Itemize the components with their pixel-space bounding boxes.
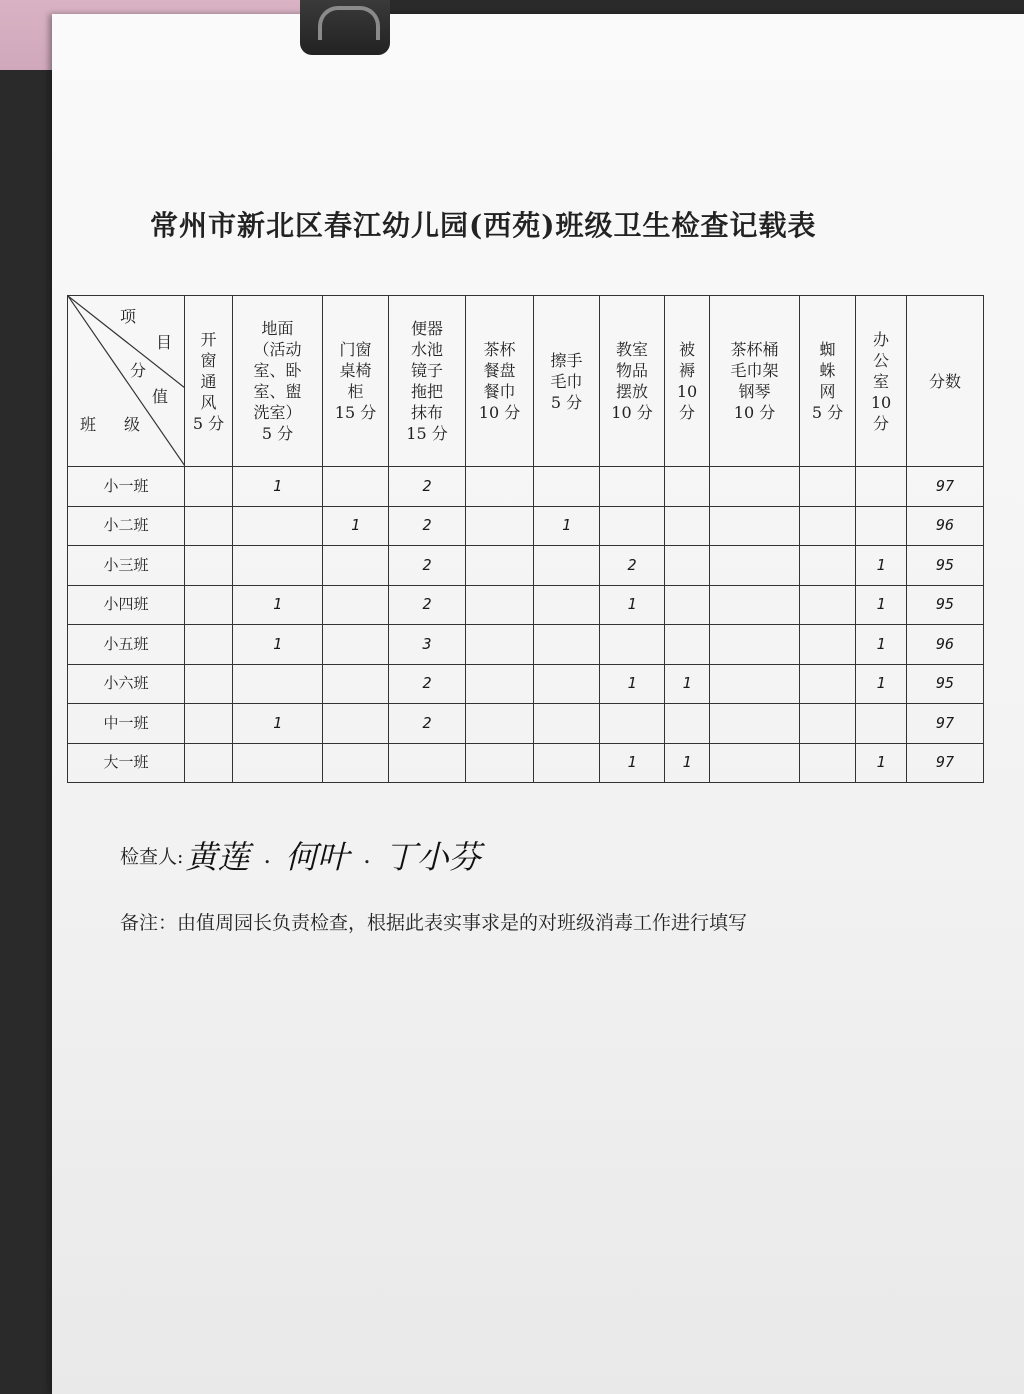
- deduction-cell: [185, 467, 233, 507]
- document-title: 常州市新北区春江幼儿园(西苑)班级卫生检查记载表: [150, 209, 817, 242]
- deduction-cell: 1: [856, 585, 907, 625]
- corner-header-cell: [68, 296, 185, 467]
- score-cell: 97: [907, 467, 984, 507]
- column-header-5: 茶杯 餐盘 餐巾 10 分: [466, 296, 534, 467]
- deduction-cell: 1: [665, 743, 710, 783]
- deduction-cell: [323, 743, 389, 783]
- deduction-cell: [466, 585, 534, 625]
- deduction-cell: [600, 467, 665, 507]
- deduction-cell: [185, 704, 233, 744]
- deduction-cell: [466, 467, 534, 507]
- table-row: [68, 664, 984, 704]
- signature-separator: .: [263, 841, 272, 869]
- table-header-row: [68, 296, 984, 467]
- deduction-cell: 1: [233, 704, 323, 744]
- deduction-cell: [665, 467, 710, 507]
- deduction-cell: [800, 546, 856, 586]
- deduction-cell: [800, 664, 856, 704]
- deduction-cell: [710, 704, 800, 744]
- deduction-cell: [710, 664, 800, 704]
- deduction-cell: [185, 743, 233, 783]
- inspector-label: 检查人:: [120, 845, 184, 868]
- deduction-cell: [534, 467, 600, 507]
- deduction-cell: [856, 506, 907, 546]
- deduction-cell: 1: [233, 467, 323, 507]
- deduction-cell: [665, 546, 710, 586]
- deduction-cell: [323, 467, 389, 507]
- column-header-6: 擦手 毛巾 5 分: [534, 296, 600, 467]
- binder-clip-ring: [318, 6, 380, 40]
- deduction-cell: 1: [534, 506, 600, 546]
- deduction-cell: [466, 625, 534, 665]
- inspector-signature-2: 何叶: [285, 838, 350, 876]
- deduction-cell: 2: [389, 585, 466, 625]
- deduction-cell: [665, 585, 710, 625]
- deduction-cell: [185, 506, 233, 546]
- deduction-cell: 2: [389, 704, 466, 744]
- deduction-cell: [466, 546, 534, 586]
- column-header-12: 分数: [907, 296, 984, 467]
- corner-label-score-1: 分: [130, 361, 147, 380]
- table-row: [68, 743, 984, 783]
- class-name-cell: 中一班: [68, 704, 185, 744]
- remarks-note: 备注：由值周园长负责检查，根据此表实事求是的对班级消毒工作进行填写: [120, 912, 748, 934]
- deduction-cell: [185, 546, 233, 586]
- corner-label-item-2: 目: [156, 333, 173, 352]
- deduction-cell: [233, 743, 323, 783]
- score-cell: 96: [907, 625, 984, 665]
- score-cell: 97: [907, 704, 984, 744]
- deduction-cell: 2: [389, 546, 466, 586]
- deduction-cell: [665, 704, 710, 744]
- column-header-3: 门窗 桌椅 柜 15 分: [323, 296, 389, 467]
- score-cell: 96: [907, 506, 984, 546]
- deduction-cell: [800, 704, 856, 744]
- deduction-cell: 1: [600, 664, 665, 704]
- deduction-cell: [466, 704, 534, 744]
- deduction-cell: [233, 664, 323, 704]
- deduction-cell: [665, 625, 710, 665]
- deduction-cell: [710, 506, 800, 546]
- deduction-cell: 1: [233, 625, 323, 665]
- deduction-cell: 1: [856, 625, 907, 665]
- table-row: [68, 546, 984, 586]
- deduction-cell: 1: [323, 506, 389, 546]
- class-name-cell: 小三班: [68, 546, 185, 586]
- corner-label-class-2: 级: [124, 415, 141, 434]
- deduction-cell: [323, 585, 389, 625]
- deduction-cell: [710, 625, 800, 665]
- deduction-cell: [534, 664, 600, 704]
- deduction-cell: [600, 625, 665, 665]
- deduction-cell: [233, 506, 323, 546]
- score-cell: 95: [907, 585, 984, 625]
- deduction-cell: [534, 585, 600, 625]
- column-header-7: 教室 物品 摆放 10 分: [600, 296, 665, 467]
- corner-label-score-2: 值: [152, 387, 169, 406]
- score-cell: 95: [907, 546, 984, 586]
- deduction-cell: [600, 506, 665, 546]
- deduction-cell: [389, 743, 466, 783]
- corner-label-class-1: 班: [80, 415, 97, 434]
- class-name-cell: 大一班: [68, 743, 185, 783]
- class-name-cell: 小六班: [68, 664, 185, 704]
- deduction-cell: [323, 546, 389, 586]
- deduction-cell: 3: [389, 625, 466, 665]
- column-header-9: 茶杯桶 毛巾架 钢琴 10 分: [710, 296, 800, 467]
- deduction-cell: [800, 585, 856, 625]
- class-name-cell: 小四班: [68, 585, 185, 625]
- deduction-cell: [856, 704, 907, 744]
- deduction-cell: 1: [665, 664, 710, 704]
- deduction-cell: [800, 625, 856, 665]
- deduction-cell: [534, 546, 600, 586]
- score-cell: 95: [907, 664, 984, 704]
- column-header-1: 开 窗 通 风 5 分: [185, 296, 233, 467]
- deduction-cell: [323, 704, 389, 744]
- deduction-cell: [710, 467, 800, 507]
- inspector-signature-1: 黄莲: [185, 838, 250, 876]
- column-header-10: 蜘 蛛 网 5 分: [800, 296, 856, 467]
- signature-separator: .: [363, 841, 371, 869]
- column-header-4: 便器 水池 镜子 拖把 抹布 15 分: [389, 296, 466, 467]
- deduction-cell: 1: [856, 664, 907, 704]
- deduction-cell: [466, 506, 534, 546]
- score-cell: 97: [907, 743, 984, 783]
- deduction-cell: [665, 506, 710, 546]
- deduction-cell: 2: [600, 546, 665, 586]
- column-header-11: 办 公 室 10 分: [856, 296, 907, 467]
- column-header-2: 地面 （活动 室、卧 室、盥 洗室） 5 分: [233, 296, 323, 467]
- table-body: [68, 467, 984, 783]
- deduction-cell: [600, 704, 665, 744]
- corner-label-item-1: 项: [120, 307, 137, 326]
- table-row: [68, 625, 984, 665]
- table-row: [68, 506, 984, 546]
- class-name-cell: 小五班: [68, 625, 185, 665]
- deduction-cell: [800, 743, 856, 783]
- deduction-cell: [710, 546, 800, 586]
- deduction-cell: 2: [389, 664, 466, 704]
- inspector-line: [120, 830, 495, 880]
- deduction-cell: 1: [233, 585, 323, 625]
- deduction-cell: [323, 625, 389, 665]
- deduction-cell: [466, 743, 534, 783]
- deduction-cell: 2: [389, 506, 466, 546]
- deduction-cell: [323, 664, 389, 704]
- deduction-cell: 2: [389, 467, 466, 507]
- table-row: [68, 704, 984, 744]
- class-name-cell: 小二班: [68, 506, 185, 546]
- deduction-cell: 1: [600, 743, 665, 783]
- deduction-cell: 1: [856, 743, 907, 783]
- table-row: [68, 467, 984, 507]
- deduction-cell: [534, 743, 600, 783]
- deduction-cell: [710, 743, 800, 783]
- deduction-cell: [710, 585, 800, 625]
- deduction-cell: [466, 664, 534, 704]
- deduction-cell: [534, 704, 600, 744]
- table-row: [68, 585, 984, 625]
- deduction-cell: [185, 585, 233, 625]
- class-name-cell: 小一班: [68, 467, 185, 507]
- deduction-cell: [800, 467, 856, 507]
- deduction-cell: [800, 506, 856, 546]
- deduction-cell: [185, 625, 233, 665]
- inspector-signature-3: 丁小芬: [384, 838, 481, 876]
- deduction-cell: [185, 664, 233, 704]
- deduction-cell: 1: [856, 546, 907, 586]
- deduction-cell: [233, 546, 323, 586]
- column-header-8: 被 褥 10 分: [665, 296, 710, 467]
- inspection-table: [67, 295, 984, 783]
- deduction-cell: 1: [600, 585, 665, 625]
- deduction-cell: [534, 625, 600, 665]
- deduction-cell: [856, 467, 907, 507]
